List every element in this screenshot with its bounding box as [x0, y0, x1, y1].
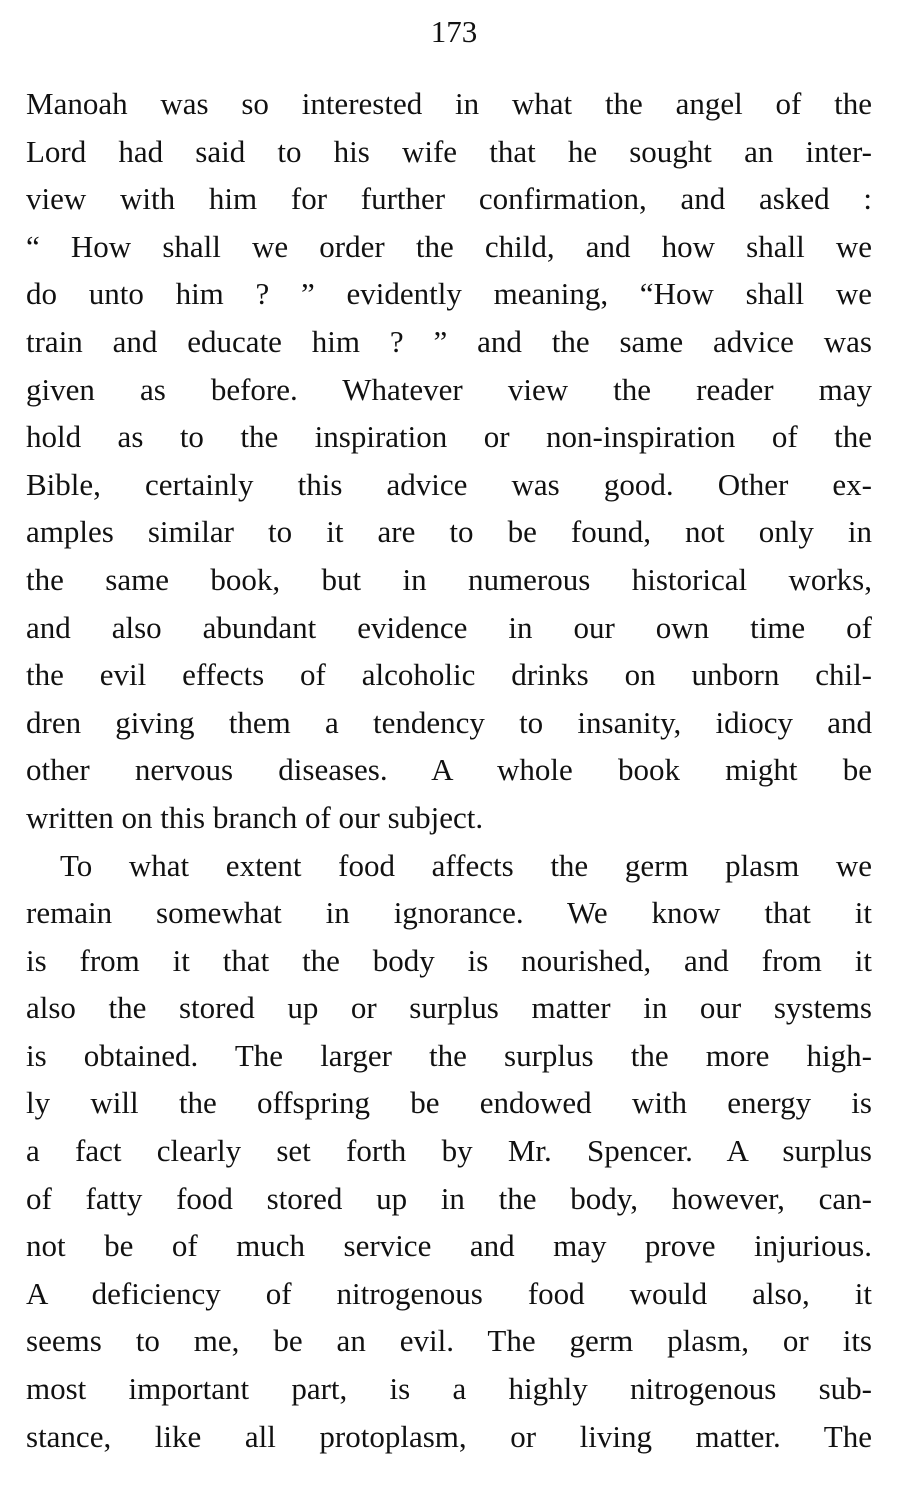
text-line: hold as to the inspiration or non-inspiration of the [26, 419, 872, 455]
text-line: To what extent food affects the germ plasm we [60, 847, 872, 883]
text-line: the evil effects of alcoholic drinks on unborn chil- [26, 657, 872, 693]
text-line: stance, like all protoplasm, or living matter. The [26, 1418, 872, 1454]
paragraph-manoah [26, 80, 872, 842]
text-line: other nervous diseases. A whole book might be [26, 752, 872, 788]
text-line: given as before. Whatever view the reader may [26, 371, 872, 407]
paragraph-food-germ-plasm [26, 842, 872, 1461]
text-line: remain somewhat in ignorance. We know that it [26, 895, 872, 931]
text-line: amples similar to it are to be found, not only in [26, 514, 872, 550]
page-number: 173 [430, 14, 478, 49]
text-line: most important part, is a highly nitrogenous sub- [26, 1371, 872, 1407]
text-line: a fact clearly set forth by Mr. Spencer. A surplus [26, 1133, 872, 1169]
text-line: of fatty food stored up in the body, however, can- [26, 1180, 872, 1216]
text-line: written on this branch of our subject. [26, 799, 484, 835]
text-line: is obtained. The larger the surplus the more high- [26, 1037, 872, 1073]
text-line: Bible, certainly this advice was good. Other ex- [26, 466, 872, 502]
text-line: dren giving them a tendency to insanity, idiocy and [26, 704, 872, 740]
text-line: A deficiency of nitrogenous food would also, it [26, 1275, 872, 1311]
text-line: ly will the offspring be endowed with energy is [26, 1085, 872, 1121]
text-line: is from it that the body is nourished, and from it [26, 942, 872, 978]
text-line: seems to me, be an evil. The germ plasm, or its [26, 1323, 872, 1359]
text-line: Lord had said to his wife that he sought an inter- [26, 133, 872, 169]
text-line: the same book, but in numerous historical works, [26, 561, 872, 597]
body-text [26, 80, 872, 1460]
text-line: Manoah was so interested in what the angel of the [26, 86, 872, 121]
text-line: do unto him ? ” evidently meaning, “How shall we [26, 276, 872, 312]
text-line: view with him for further confirmation, and asked : [26, 181, 872, 217]
text-line: also the stored up or surplus matter in our systems [26, 990, 872, 1026]
text-line: and also abundant evidence in our own time of [26, 609, 872, 645]
text-line: train and educate him ? ” and the same advice was [26, 323, 872, 359]
text-line: not be of much service and may prove injurious. [26, 1228, 872, 1264]
text-line: “ How shall we order the child, and how shall we [26, 228, 872, 264]
